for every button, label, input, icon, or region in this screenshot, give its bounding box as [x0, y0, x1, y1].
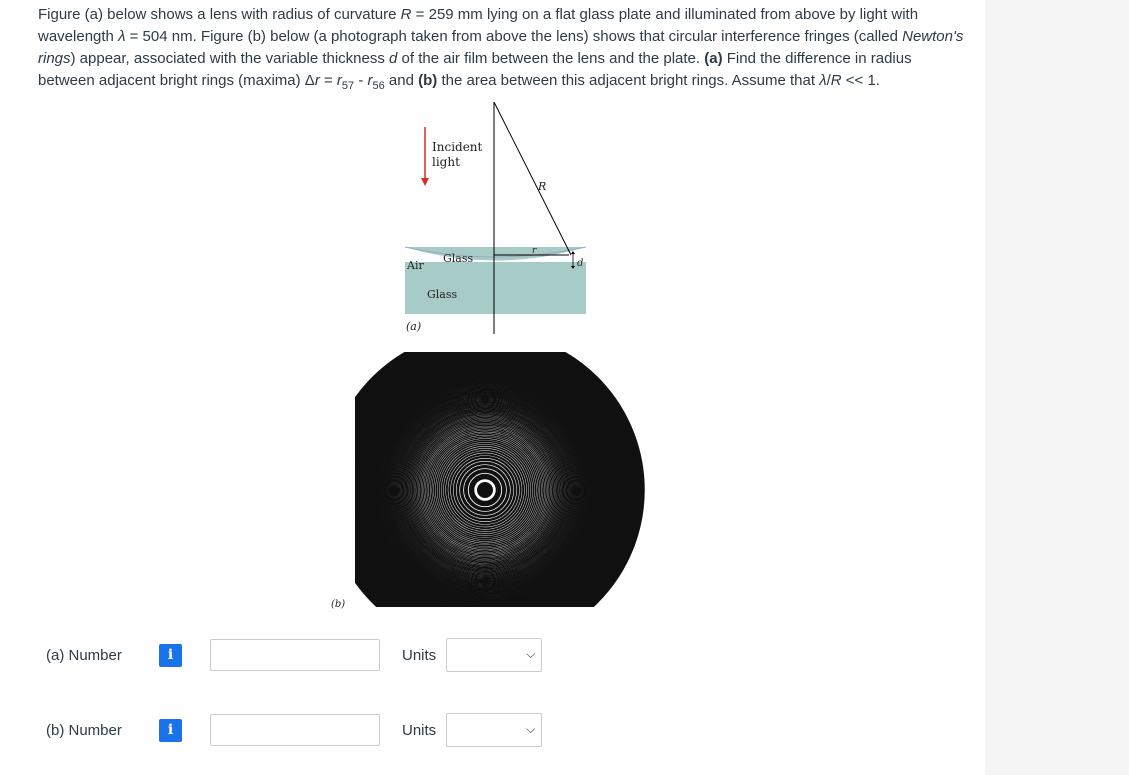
caption-b: (b)	[331, 599, 346, 610]
answer-row-b	[46, 713, 542, 747]
answer-label-a: (a) Number	[46, 646, 122, 664]
d-label: d	[577, 258, 584, 269]
r-label: r	[532, 246, 537, 256]
chevron-down-icon: ⌵	[526, 647, 536, 661]
chevron-down-icon: ⌵	[526, 722, 536, 736]
question-text: Figure (a) below shows a lens with radius of curvature R = 259 mm lying on a flat glass plate and illuminated from above by light with wavelength λ = 504 nm. Figure (b) below (a photograph taken from above the lens) shows that circular interference fringes (called Newton's rings) appear, associated with the variable thickness d of the air film between the lens and the plate. (a) Find the difference in radius between adjacent bright rings (maxima) $\Delta r = r_{57} - r_{56}$ and (b) the area between this adjacent bright rings. Assume that λ/R << 1.	[38, 6, 964, 92]
glass-plate-label: Glass	[427, 288, 458, 301]
caption-a: (a)	[406, 320, 422, 333]
answer-row-a	[46, 638, 542, 672]
center-dark-spot	[477, 482, 493, 498]
newtons-rings-figure	[325, 102, 683, 617]
figure-svg	[325, 102, 683, 617]
info-icon[interactable]: i	[159, 719, 182, 742]
units-label-a: Units	[402, 646, 437, 664]
glass-lens-label: Glass	[443, 252, 474, 265]
light-label: light	[432, 155, 460, 169]
incident-label: Incident	[432, 140, 483, 154]
number-input-a[interactable]	[210, 639, 380, 671]
units-select-b[interactable]	[446, 713, 542, 747]
radius-R-line	[494, 102, 571, 255]
units-label-b: Units	[402, 721, 437, 739]
right-gutter	[985, 0, 1129, 775]
info-icon[interactable]: i	[159, 644, 182, 667]
answer-label-b: (b) Number	[46, 721, 122, 739]
units-select-a[interactable]	[446, 638, 542, 672]
R-label: R	[538, 180, 547, 193]
number-input-b[interactable]	[210, 714, 380, 746]
air-label: Air	[407, 259, 424, 272]
